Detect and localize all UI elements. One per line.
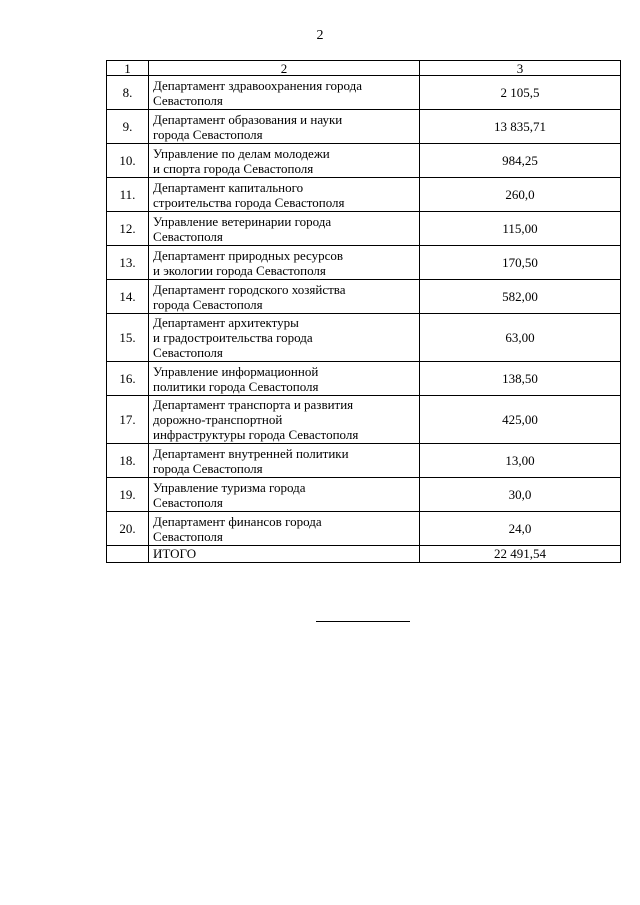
table-row <box>107 76 621 110</box>
row-number: 15. <box>107 314 149 362</box>
department-name-line: строительства города Севастополя <box>153 194 345 210</box>
table-row <box>107 512 621 546</box>
total-number <box>107 546 149 563</box>
department-name <box>149 444 420 478</box>
department-name-line: и экологии города Севастополя <box>153 262 326 278</box>
department-name <box>149 144 420 178</box>
department-name <box>149 314 420 362</box>
amount-value: 582,00 <box>420 280 621 314</box>
department-name-line: политики города Севастополя <box>153 378 319 394</box>
department-name-line: Департамент транспорта и развития <box>153 397 354 412</box>
table-row <box>107 144 621 178</box>
department-name <box>149 178 420 212</box>
amount-value: 138,50 <box>420 362 621 396</box>
table-row <box>107 110 621 144</box>
header-col-2: 2 <box>149 61 420 76</box>
row-number: 19. <box>107 478 149 512</box>
amount-value: 63,00 <box>420 314 621 362</box>
amount-value: 984,25 <box>420 144 621 178</box>
department-name-line: Департамент городского хозяйства <box>153 281 346 297</box>
row-number: 13. <box>107 246 149 280</box>
department-name <box>149 110 420 144</box>
page-number: 2 <box>316 28 324 43</box>
department-name <box>149 280 420 314</box>
department-name-line: Севастополя <box>153 494 223 510</box>
total-amount: 22 491,54 <box>420 546 621 563</box>
row-number: 17. <box>107 396 149 444</box>
department-name-line: Департамент внутренней политики <box>153 445 349 461</box>
row-number: 18. <box>107 444 149 478</box>
table-row <box>107 246 621 280</box>
amount-value: 115,00 <box>420 212 621 246</box>
department-name-line: Управление информационной <box>153 363 319 379</box>
department-name-line: Департамент архитектуры <box>153 315 299 330</box>
table-row <box>107 212 621 246</box>
department-name-line: Севастополя <box>153 345 223 360</box>
total-row <box>107 546 621 563</box>
row-number: 12. <box>107 212 149 246</box>
department-name-line: Департамент здравоохранения города <box>153 77 363 93</box>
department-name-line: Севастополя <box>153 228 223 244</box>
department-name-line: дорожно-транспортной <box>153 412 283 427</box>
department-name-line: инфраструктуры города Севастополя <box>153 427 359 442</box>
department-name <box>149 212 420 246</box>
table-row <box>107 178 621 212</box>
row-number: 20. <box>107 512 149 546</box>
footer-divider-line <box>316 621 410 622</box>
department-name-line: Управление туризма города <box>153 479 306 495</box>
amount-value: 425,00 <box>420 396 621 444</box>
department-name-line: города Севастополя <box>153 126 263 142</box>
amount-value: 30,0 <box>420 478 621 512</box>
table-header-row <box>107 61 621 76</box>
amount-value: 260,0 <box>420 178 621 212</box>
department-name <box>149 362 420 396</box>
department-name-line: и спорта города Севастополя <box>153 160 314 176</box>
table-row <box>107 444 621 478</box>
department-name <box>149 396 420 444</box>
department-name <box>149 478 420 512</box>
department-name-line: Севастополя <box>153 92 223 108</box>
department-name-line: и градостроительства города <box>153 330 313 345</box>
row-number: 9. <box>107 110 149 144</box>
department-name-line: Севастополя <box>153 528 223 544</box>
table-row <box>107 280 621 314</box>
amount-value: 24,0 <box>420 512 621 546</box>
department-name-line: города Севастополя <box>153 460 263 476</box>
department-name <box>149 76 420 110</box>
amount-value: 170,50 <box>420 246 621 280</box>
total-label: ИТОГО <box>149 546 420 563</box>
budget-table-body <box>107 61 621 563</box>
department-name-line: Департамент природных ресурсов <box>153 247 344 263</box>
table-row <box>107 396 621 444</box>
department-name-line: Управление по делам молодежи <box>153 145 330 161</box>
department-name <box>149 246 420 280</box>
department-name-line: Управление ветеринарии города <box>153 213 332 229</box>
row-number: 8. <box>107 76 149 110</box>
header-col-1: 1 <box>107 61 149 76</box>
department-name-line: Департамент капитального <box>153 179 304 195</box>
department-name <box>149 512 420 546</box>
table-row <box>107 362 621 396</box>
budget-table <box>106 60 621 563</box>
header-col-3: 3 <box>420 61 621 76</box>
row-number: 11. <box>107 178 149 212</box>
amount-value: 2 105,5 <box>420 76 621 110</box>
department-name-line: города Севастополя <box>153 296 263 312</box>
department-name-line: Департамент финансов города <box>153 513 322 529</box>
table-row <box>107 314 621 362</box>
amount-value: 13,00 <box>420 444 621 478</box>
amount-value: 13 835,71 <box>420 110 621 144</box>
row-number: 10. <box>107 144 149 178</box>
table-row <box>107 478 621 512</box>
row-number: 14. <box>107 280 149 314</box>
department-name-line: Департамент образования и науки <box>153 111 343 127</box>
row-number: 16. <box>107 362 149 396</box>
